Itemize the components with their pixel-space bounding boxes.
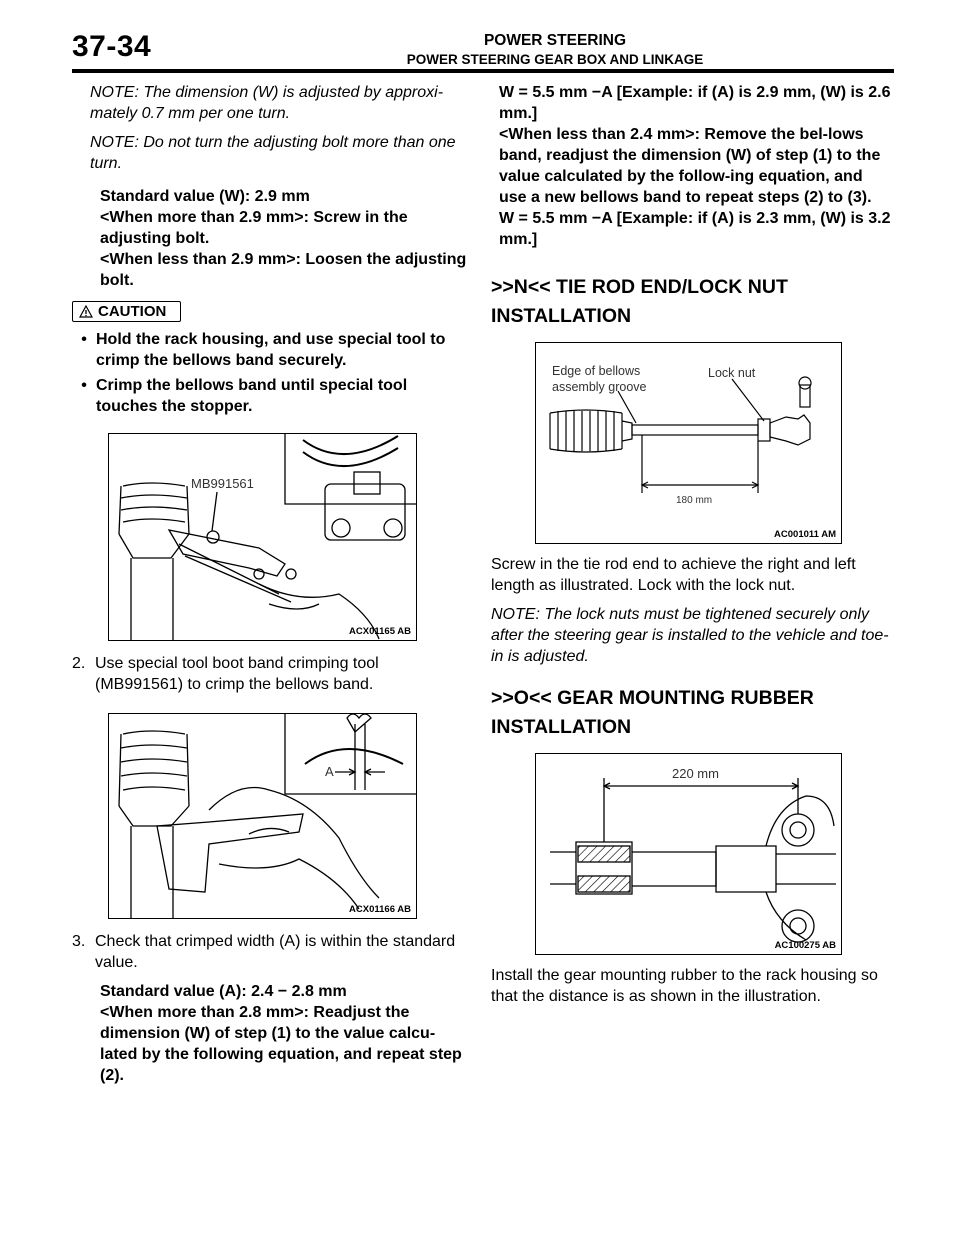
figure-code: ACX01166 AB: [349, 904, 411, 915]
bullet-icon: •: [81, 331, 87, 348]
note-lock-nuts: NOTE: The lock nuts must be tightened securely only after the steering gear is installed to the vehicle and toe-in is adjusted.: [491, 606, 889, 665]
caution-item: • Hold the rack housing, and use special tool to crimp the bellows band securely.: [72, 329, 470, 371]
page-number: 37-34: [72, 30, 152, 63]
standard-value-w-block: [100, 186, 470, 291]
standard-value-a-block: [100, 981, 470, 1086]
crimping-tool-illustration: [109, 434, 416, 640]
right-column: [491, 82, 891, 1007]
standard-value-w: Standard value (W): 2.9 mm: [100, 188, 310, 205]
figure-code: AC100275 AB: [774, 940, 836, 951]
mounting-rubber-instructions: Install the gear mounting rubber to the rack housing so that the distance is as shown in the illustration.: [491, 967, 878, 1005]
dimension-a-label: A: [325, 764, 334, 779]
heading-tie-rod: >>N<< TIE ROD END/LOCK NUT INSTALLATION: [491, 276, 788, 327]
caution-label: CAUTION: [98, 303, 167, 320]
lock-nut-label: Lock nut: [708, 366, 756, 380]
when-more-w: <When more than 2.9 mm>: Screw in the adjusting bolt.: [100, 209, 408, 247]
step-2: 2. Use special tool boot band crimping tool (MB991561) to crimp the bellows band.: [72, 655, 379, 693]
caution-box: [72, 301, 181, 322]
mounting-rubber-illustration: [536, 754, 841, 954]
bullet-icon: •: [81, 377, 87, 394]
tie-rod-illustration: [536, 343, 841, 543]
note-adjusting-bolt: NOTE: Do not turn the adjusting bolt more than one turn.: [90, 134, 456, 172]
equation-block: [499, 82, 891, 250]
figure-crimped-width: [108, 713, 417, 919]
distance-220-label: 220 mm: [672, 766, 719, 781]
when-less-w: <When less than 2.9 mm>: Loosen the adjusting bolt.: [100, 251, 467, 289]
length-180-label: 180 mm: [676, 495, 713, 506]
step-3: 3. Check that crimped width (A) is within the standard value.: [72, 933, 456, 971]
crimped-width-illustration: [109, 714, 416, 918]
when-less-a: <When less than 2.4 mm>: Remove the bel-lows band, readjust the dimension (W) of step (1) to the value calculated by the follow-ing equation, and use a new bellows band to repeat steps (2) to (3).: [499, 126, 881, 206]
tool-label: MB991561: [191, 476, 254, 491]
section-title: POWER STEERING: [483, 32, 627, 49]
figure-code: ACX01165 AB: [349, 626, 411, 637]
standard-value-a: Standard value (A): 2.4 − 2.8 mm: [100, 983, 347, 1000]
figure-crimping-tool: [108, 433, 417, 641]
tie-rod-instructions: Screw in the tie rod end to achieve the right and left length as illustrated. Lock with the lock nut.: [491, 556, 856, 594]
warning-icon: [79, 305, 93, 318]
left-column: [72, 82, 470, 1086]
caution-item: • Crimp the bellows band until special tool touches the stopper.: [72, 375, 470, 417]
equation-2: W = 5.5 mm −A [Example: if (A) is 2.3 mm, (W) is 3.2 mm.]: [499, 210, 891, 248]
equation-1: W = 5.5 mm −A [Example: if (A) is 2.9 mm, (W) is 2.6 mm.]: [499, 84, 891, 122]
heading-gear-mounting: >>O<< GEAR MOUNTING RUBBER INSTALLATION: [491, 687, 814, 738]
note-dimension-w: NOTE: The dimension (W) is adjusted by approxi-mately 0.7 mm per one turn.: [90, 84, 444, 122]
header-rule: [72, 69, 894, 73]
section-subtitle: POWER STEERING GEAR BOX AND LINKAGE: [406, 52, 704, 67]
figure-code: AC001011 AM: [774, 529, 836, 540]
when-more-a: <When more than 2.8 mm>: Readjust the dimension (W) of step (1) to the value calcu-lated by the following equation, and repeat step (2).: [100, 1004, 462, 1084]
bellows-edge-label: Edge of bellows: [552, 364, 641, 378]
bellows-groove-label: assembly groove: [552, 380, 647, 394]
figure-mounting-rubber: [535, 753, 842, 955]
figure-tie-rod-length: [535, 342, 842, 544]
